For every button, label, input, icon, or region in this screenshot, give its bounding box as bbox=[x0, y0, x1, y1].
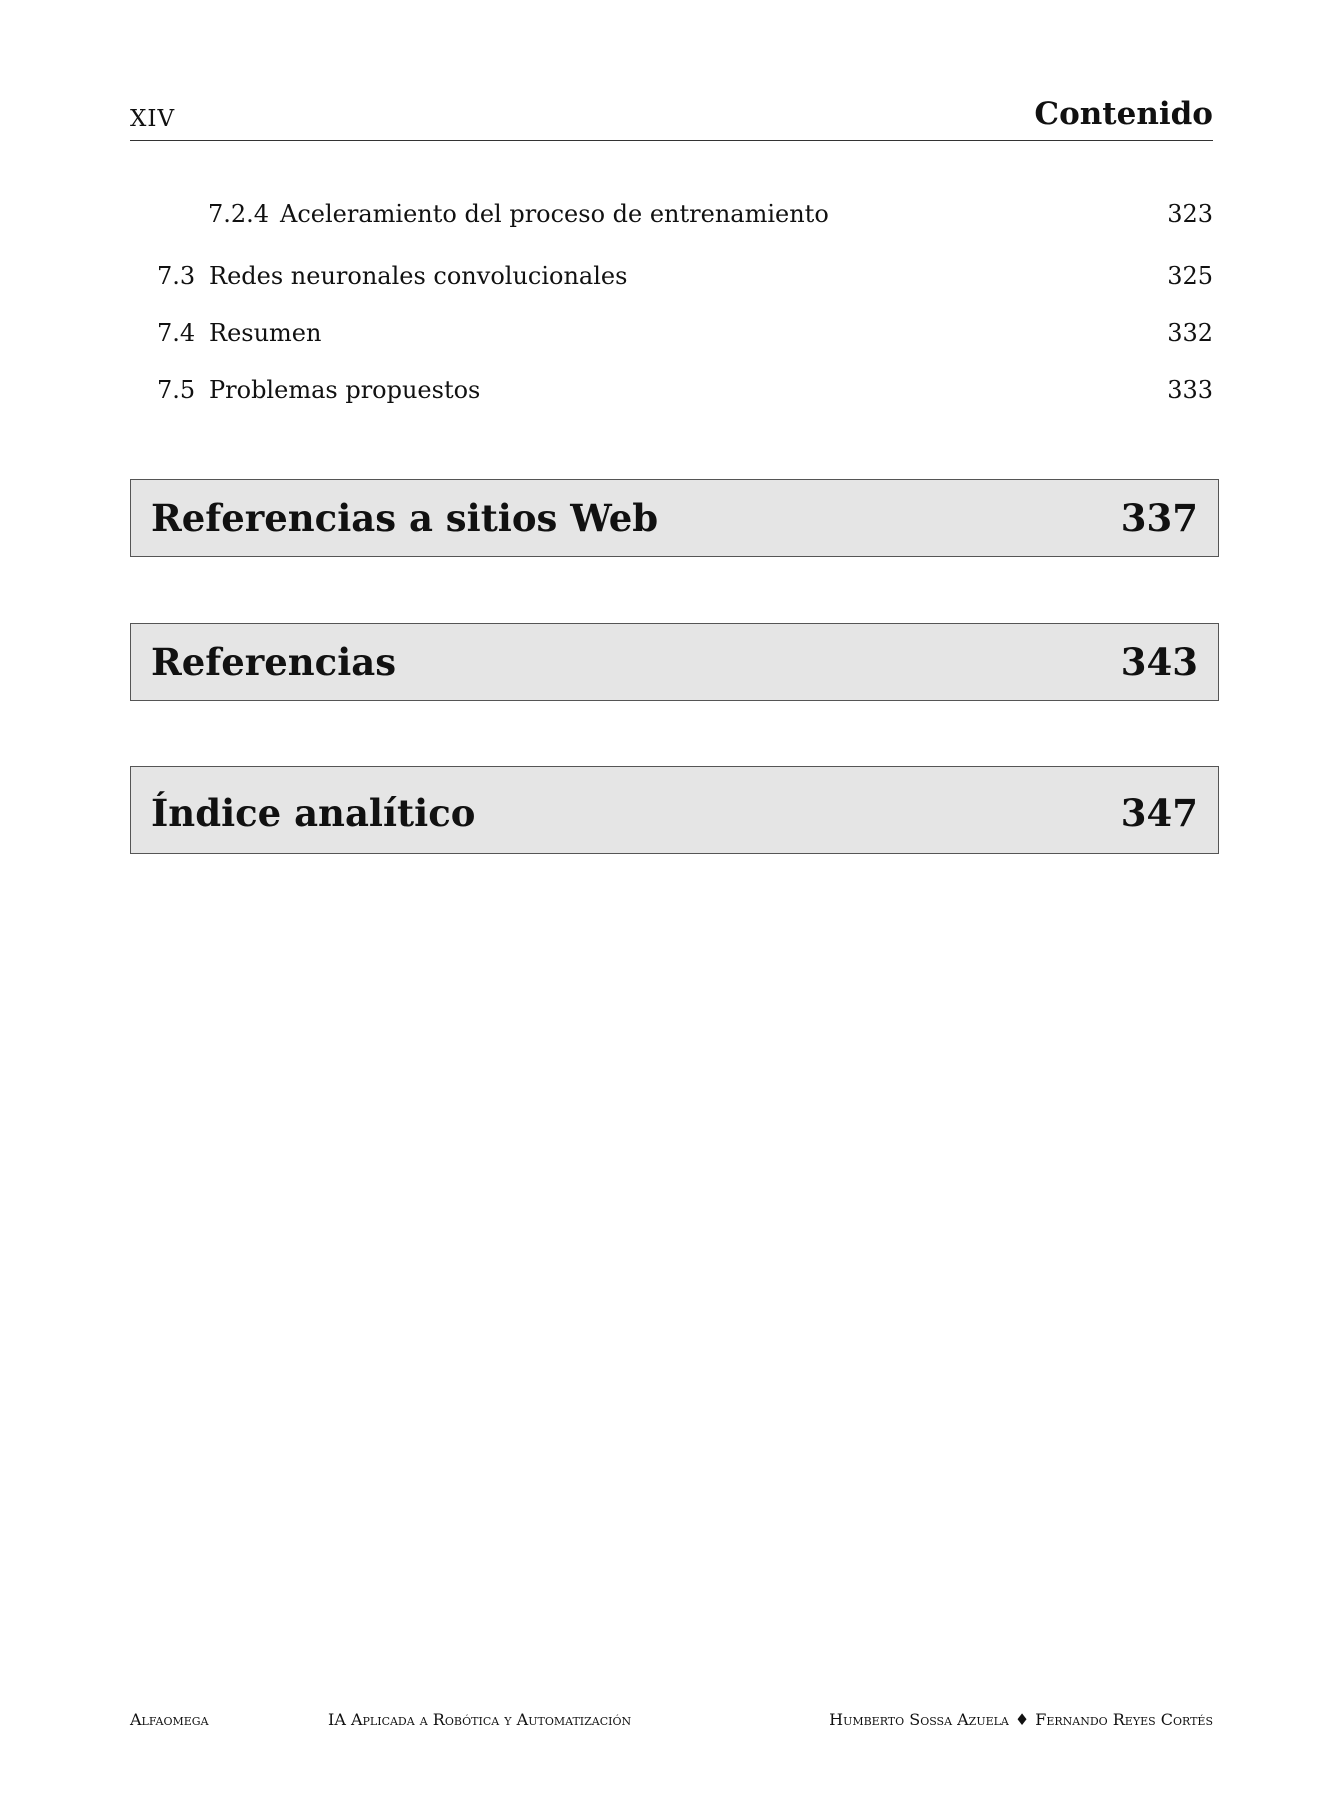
footer-book-title: IA Aplicada a Robótica y Automatización bbox=[328, 1710, 632, 1729]
toc-entry[interactable] bbox=[157, 200, 1213, 234]
chapter-box-indice-analitico[interactable] bbox=[130, 766, 1219, 854]
footer-publisher: Alfaomega bbox=[130, 1710, 209, 1729]
page-header bbox=[130, 94, 1213, 141]
toc-entry-page: 332 bbox=[1167, 319, 1213, 347]
toc-entry-number: 7.4 bbox=[157, 319, 196, 347]
page-footer bbox=[130, 1710, 1213, 1736]
toc-entry-page: 333 bbox=[1167, 376, 1213, 404]
toc-entry-page: 325 bbox=[1167, 262, 1213, 290]
toc-entry-number: 7.3 bbox=[157, 262, 196, 290]
toc-entry-title: Aceleramiento del proceso de entrenamiento bbox=[280, 200, 829, 228]
toc-entry-title: Problemas propuestos bbox=[209, 376, 481, 404]
footer-authors bbox=[829, 1710, 1213, 1729]
chapter-page: 343 bbox=[1120, 640, 1198, 684]
toc-entry-title: Resumen bbox=[209, 319, 322, 347]
chapter-title: Referencias bbox=[151, 640, 397, 684]
chapter-box-referencias[interactable] bbox=[130, 623, 1219, 701]
running-title: Contenido bbox=[1034, 96, 1213, 132]
chapter-title: Referencias a sitios Web bbox=[151, 496, 659, 540]
toc-entry[interactable] bbox=[157, 376, 1213, 410]
chapter-title: Índice analítico bbox=[151, 791, 476, 835]
toc-entry[interactable] bbox=[157, 319, 1213, 353]
chapter-page: 337 bbox=[1120, 496, 1198, 540]
footer-author-1: Humberto Sossa Azuela bbox=[829, 1710, 1009, 1729]
chapter-page: 347 bbox=[1120, 791, 1198, 835]
toc-entry-number: 7.2.4 bbox=[208, 200, 270, 228]
page-number: XIV bbox=[130, 106, 176, 132]
toc-entry-title: Redes neuronales convolucionales bbox=[209, 262, 628, 290]
footer-separator-icon: ♦ bbox=[1014, 1710, 1030, 1729]
footer-author-2: Fernando Reyes Cortés bbox=[1035, 1710, 1213, 1729]
toc-entry[interactable] bbox=[157, 262, 1213, 296]
chapter-box-referencias-web[interactable] bbox=[130, 479, 1219, 557]
toc-entry-page: 323 bbox=[1167, 200, 1213, 228]
toc-entry-number: 7.5 bbox=[157, 376, 196, 404]
